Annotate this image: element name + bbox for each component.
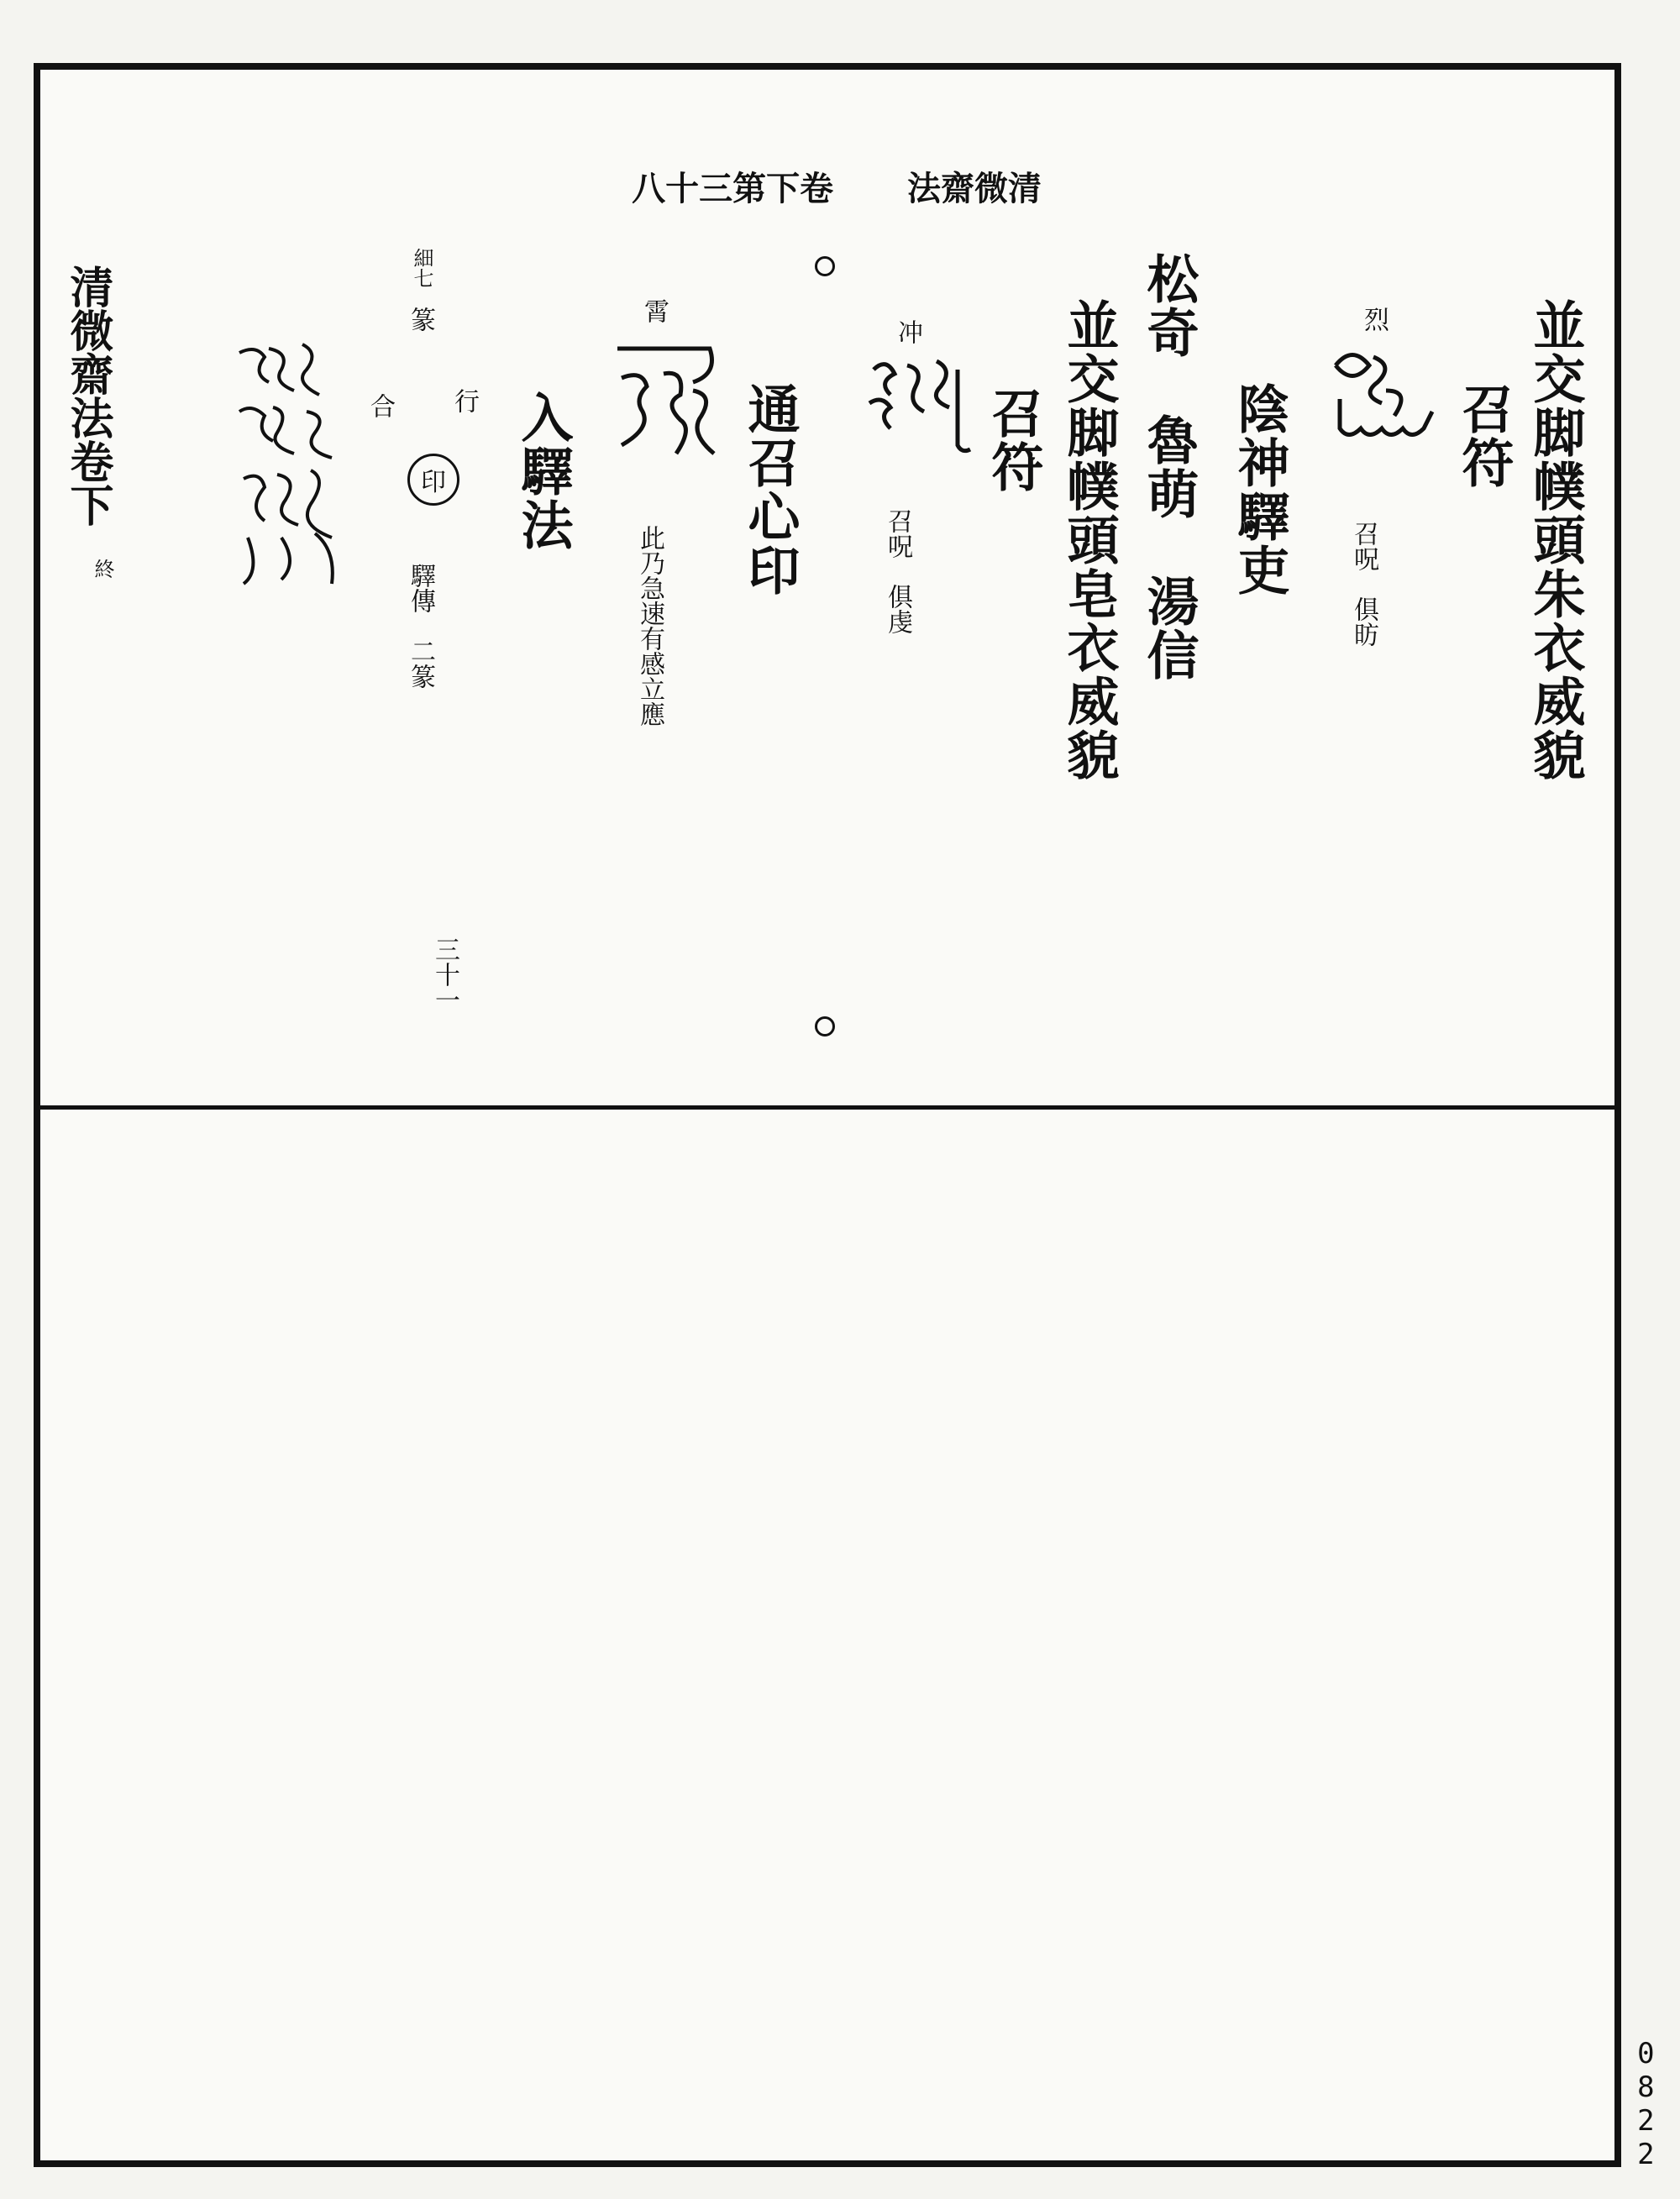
text-column-4: 陰神驛吏 <box>1229 382 1290 597</box>
margin-title: 清微齋法卷下 <box>62 265 113 527</box>
talisman-caption-2: 召呪 俱虔 <box>883 508 912 634</box>
text-column-9: 通召心印 <box>739 382 801 597</box>
folio-number: 三十一 <box>430 937 459 1012</box>
text-column-1: 並交脚幞頭朱衣威貌 <box>1525 298 1586 782</box>
page-divider <box>34 1105 1621 1110</box>
seal-stamp-yin: 印 <box>407 454 459 506</box>
talisman-caption-3: 此乃急速有感立應 <box>635 525 664 727</box>
seal-script-pair <box>231 336 340 588</box>
text-column-7: 召符 <box>983 386 1044 494</box>
binding-hole-bottom <box>815 1016 835 1037</box>
text-column-12-top: 行 <box>449 388 479 413</box>
text-column-2: 召符 <box>1453 382 1515 490</box>
text-column-11: 入驛法 <box>512 391 574 552</box>
text-column-5: 松奇 魯萌 湯信 <box>1138 252 1200 682</box>
talisman-glyph-3 <box>605 332 731 475</box>
binding-hole-top <box>815 256 835 276</box>
text-column-6: 並交脚幞頭皂衣威貌 <box>1058 298 1120 782</box>
talisman-label-xiao: 霄 <box>639 298 669 323</box>
page-number: 0822 <box>1629 2037 1663 2171</box>
talisman-caption-1: 召呪 俱昉 <box>1349 521 1378 647</box>
text-column-13: 驛傳 二篆 <box>406 563 435 689</box>
header-volume: 卷下第三十八 <box>632 169 834 208</box>
annotation-char: 篆 <box>406 307 435 332</box>
talisman-glyph-1 <box>1327 340 1445 475</box>
talisman-label-lie: 烈 <box>1359 307 1389 332</box>
talisman-glyph-2 <box>857 353 983 462</box>
talisman-label-chong: 冲 <box>893 319 922 344</box>
running-header <box>538 169 1042 208</box>
text-column-12-bottom: 合 <box>365 393 395 418</box>
header-title: 清微齋法 <box>907 169 1042 208</box>
margin-end-mark: 終 <box>91 559 114 579</box>
annotation-label: 細七 <box>410 248 433 288</box>
